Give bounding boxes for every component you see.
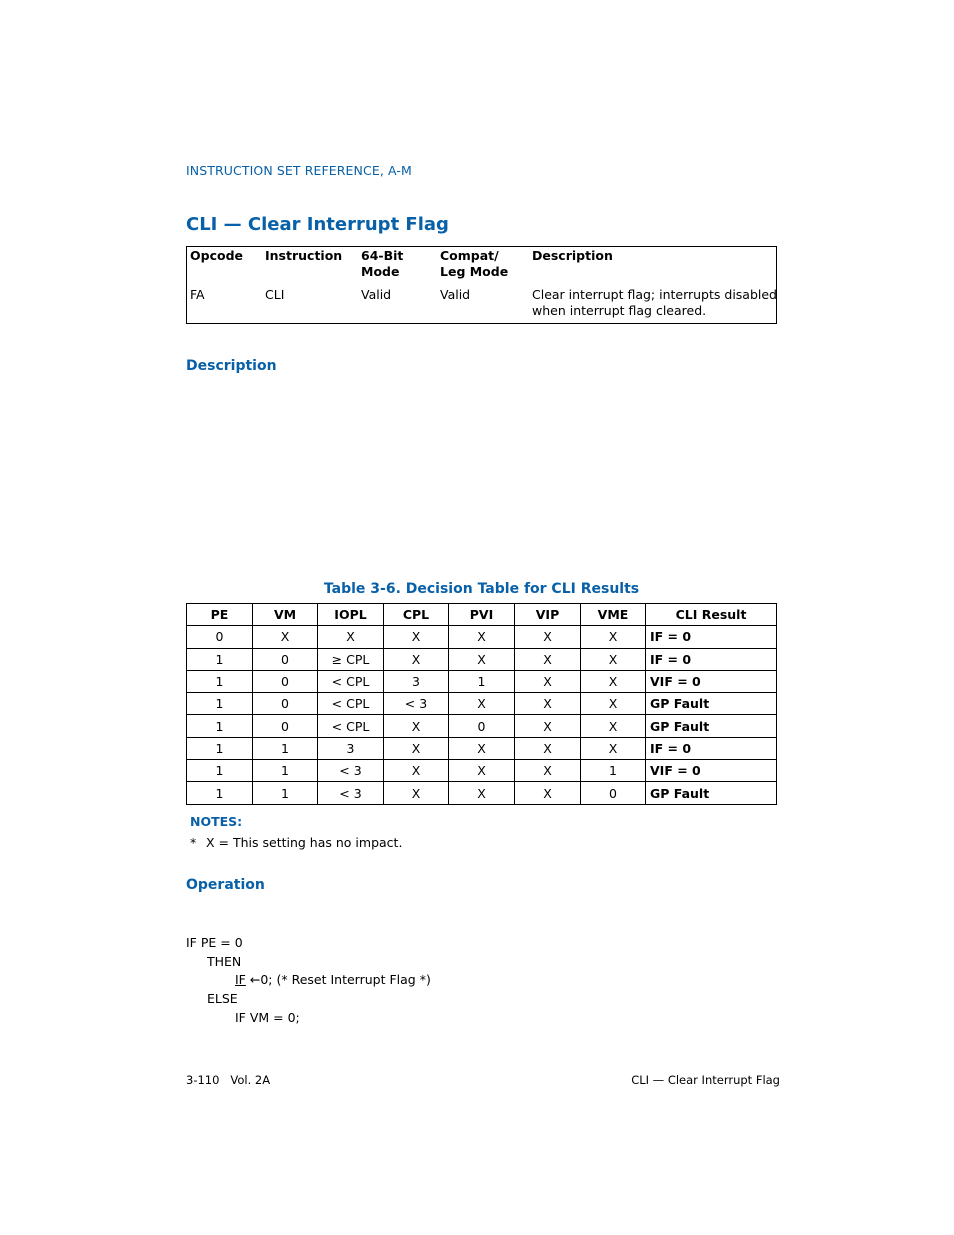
table-row [187, 715, 777, 737]
table-cell: < CPL [318, 715, 384, 737]
column-header: VM [253, 604, 318, 626]
table-cell: ≥ CPL [318, 648, 384, 670]
opcode-header-64bit-mode: 64-Bit Mode [361, 248, 404, 279]
code-text: ←0; (* Reset Interrupt Flag *) [245, 972, 431, 987]
column-header: PVI [449, 604, 515, 626]
table-cell: X [581, 737, 646, 759]
table-row [187, 737, 777, 759]
notes-label: NOTES: [190, 814, 243, 829]
table-cell: X [449, 648, 515, 670]
decision-header-row [187, 604, 777, 626]
opcode-cell-compat-mode: Valid [440, 287, 471, 302]
opcode-cell-opcode: FA [190, 287, 205, 302]
table-cell: 1 [187, 648, 253, 670]
column-header: IOPL [318, 604, 384, 626]
table-cell: X [384, 648, 449, 670]
result-cell: VIF = 0 [646, 760, 777, 782]
code-line: ELSE [207, 991, 238, 1006]
table-row [187, 648, 777, 670]
opcode-header-compat-mode: Compat/ Leg Mode [440, 248, 509, 279]
table-cell: 1 [187, 760, 253, 782]
table-cell: X [515, 670, 581, 692]
table-cell: X [581, 670, 646, 692]
table-cell: X [449, 760, 515, 782]
table-cell: 1 [581, 760, 646, 782]
code-line: IF VM = 0; [235, 1010, 300, 1025]
footer-title: CLI — Clear Interrupt Flag [631, 1073, 780, 1087]
table-cell: 0 [449, 715, 515, 737]
column-header: CPL [384, 604, 449, 626]
table-cell: 0 [253, 648, 318, 670]
result-cell: GP Fault [646, 693, 777, 715]
table-cell: X [581, 648, 646, 670]
result-cell: VIF = 0 [646, 670, 777, 692]
table-cell: X [515, 626, 581, 648]
note-marker: * [190, 835, 197, 850]
opcode-header-opcode: Opcode [190, 248, 243, 263]
table-cell: 1 [187, 715, 253, 737]
table-cell: X [384, 715, 449, 737]
result-cell: IF = 0 [646, 737, 777, 759]
result-cell: GP Fault [646, 715, 777, 737]
code-keyword: IF [235, 972, 246, 987]
table-cell: < CPL [318, 693, 384, 715]
table-cell: X [384, 760, 449, 782]
running-header: INSTRUCTION SET REFERENCE, A-M [186, 163, 412, 178]
operation-heading: Operation [186, 877, 265, 893]
table-cell: 1 [187, 693, 253, 715]
code-line: IF PE = 0 [186, 935, 243, 950]
table-cell: X [318, 626, 384, 648]
table-cell: 0 [187, 626, 253, 648]
note-text: X = This setting has no impact. [206, 835, 403, 850]
note-line [190, 835, 402, 850]
table-cell: X [515, 648, 581, 670]
result-cell: IF = 0 [646, 626, 777, 648]
table-cell: 1 [449, 670, 515, 692]
opcode-table [186, 246, 777, 324]
table-cell: 0 [581, 782, 646, 804]
table-cell: X [581, 626, 646, 648]
table-row [187, 693, 777, 715]
table-cell: X [515, 760, 581, 782]
column-header: PE [187, 604, 253, 626]
table-cell: X [515, 715, 581, 737]
table-cell: X [253, 626, 318, 648]
result-cell: IF = 0 [646, 648, 777, 670]
table-cell: X [449, 737, 515, 759]
column-header: CLI Result [646, 604, 777, 626]
table-cell: 1 [253, 782, 318, 804]
result-cell: GP Fault [646, 782, 777, 804]
table-cell: 0 [253, 670, 318, 692]
table-cell: < 3 [384, 693, 449, 715]
opcode-header-instruction: Instruction [265, 248, 343, 263]
table-cell: 1 [253, 737, 318, 759]
table-row [187, 760, 777, 782]
table-cell: X [449, 626, 515, 648]
table-cell: X [384, 737, 449, 759]
table-caption: Table 3-6. Decision Table for CLI Results [323, 581, 640, 597]
table-cell: 3 [318, 737, 384, 759]
table-row [187, 670, 777, 692]
table-cell: X [384, 626, 449, 648]
opcode-cell-instruction: CLI [265, 287, 285, 302]
column-header: VIP [515, 604, 581, 626]
table-cell: 1 [187, 782, 253, 804]
table-cell: 1 [187, 670, 253, 692]
opcode-cell-64bit-mode: Valid [361, 287, 392, 302]
table-cell: X [449, 693, 515, 715]
footer-page-number: 3-110 Vol. 2A [186, 1073, 271, 1087]
table-cell: < 3 [318, 782, 384, 804]
code-line [235, 971, 431, 990]
opcode-cell-description: Clear interrupt flag; interrupts disabled when interrupt flag cleared. [532, 287, 777, 318]
table-cell: 1 [253, 760, 318, 782]
table-cell: 0 [253, 693, 318, 715]
table-row [187, 626, 777, 648]
table-cell: X [515, 737, 581, 759]
table-cell: X [581, 693, 646, 715]
opcode-header-description: Description [532, 248, 613, 263]
table-cell: X [384, 782, 449, 804]
column-header: VME [581, 604, 646, 626]
description-heading: Description [186, 358, 277, 374]
table-cell: X [581, 715, 646, 737]
table-cell: < CPL [318, 670, 384, 692]
code-line: THEN [207, 954, 242, 969]
table-cell: 1 [187, 737, 253, 759]
table-cell: X [515, 782, 581, 804]
decision-table [186, 603, 777, 805]
page-title: CLI — Clear Interrupt Flag [186, 214, 449, 235]
table-row [187, 782, 777, 804]
table-cell: X [515, 693, 581, 715]
table-cell: 3 [384, 670, 449, 692]
table-cell: 0 [253, 715, 318, 737]
table-cell: < 3 [318, 760, 384, 782]
table-cell: X [449, 782, 515, 804]
